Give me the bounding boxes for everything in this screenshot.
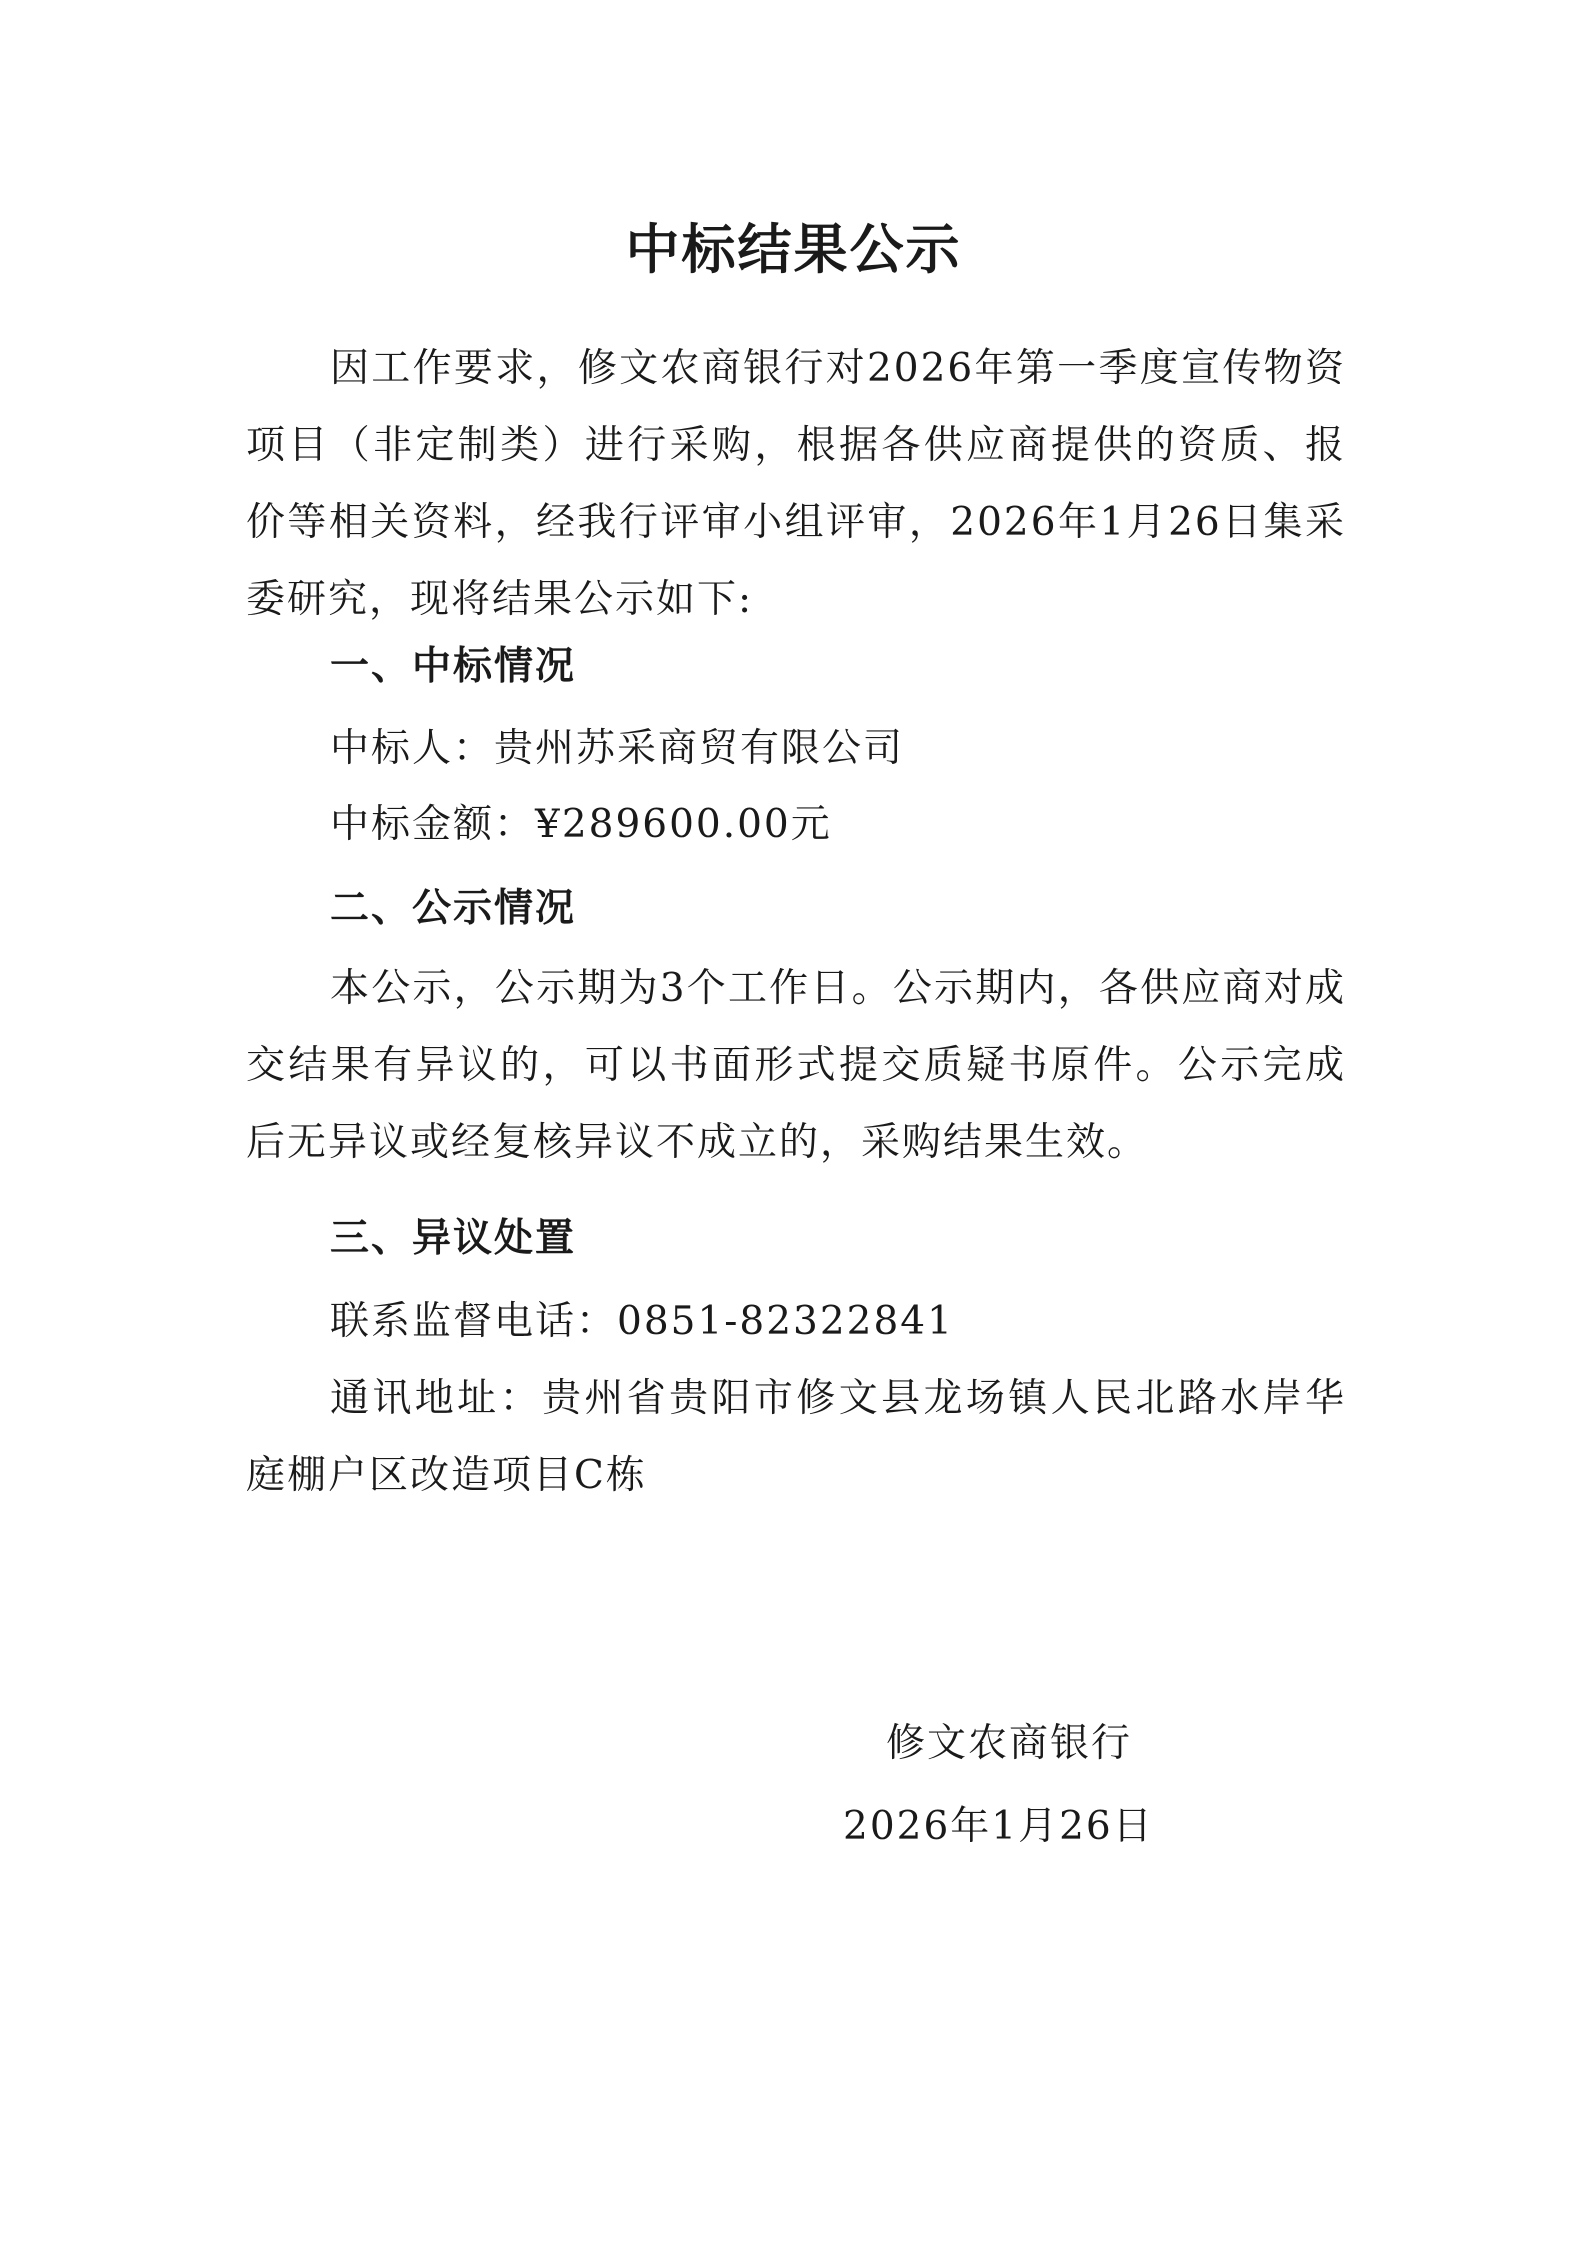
section-heading-objection: 三、异议处置 [330, 1216, 577, 1261]
signature-org: 修文农商银行 [886, 1721, 1133, 1766]
phone-line: 联系监督电话：0851-82322841 [330, 1299, 954, 1344]
intro-paragraph: 因工作要求，修文农商银行对2026年第一季度宣传物资项目（非定制类）进行采购，根据各供应商提供的资质、报价等相关资料，经我行评审小组评审，2026年1月26日集采委研究，现将结果公示如下: [246, 346, 1346, 622]
winner-line: 中标人：贵州苏采商贸有限公司 [330, 726, 905, 771]
signature-date: 2026年1月26日 [843, 1804, 1154, 1849]
page-title: 中标结果公示 [625, 218, 962, 281]
section-heading-winning: 一、中标情况 [330, 644, 577, 689]
section-heading-publicity: 二、公示情况 [330, 886, 577, 931]
address-paragraph: 通讯地址：贵州省贵阳市修文县龙场镇人民北路水岸华庭棚户区改造项目C栋 [246, 1376, 1346, 1498]
publicity-paragraph: 本公示，公示期为3个工作日。公示期内，各供应商对成交结果有异议的，可以书面形式提交质疑书原件。公示完成后无异议或经复核异议不成立的，采购结果生效。 [246, 966, 1346, 1165]
amount-line: 中标金额：¥289600.00元 [330, 802, 832, 847]
